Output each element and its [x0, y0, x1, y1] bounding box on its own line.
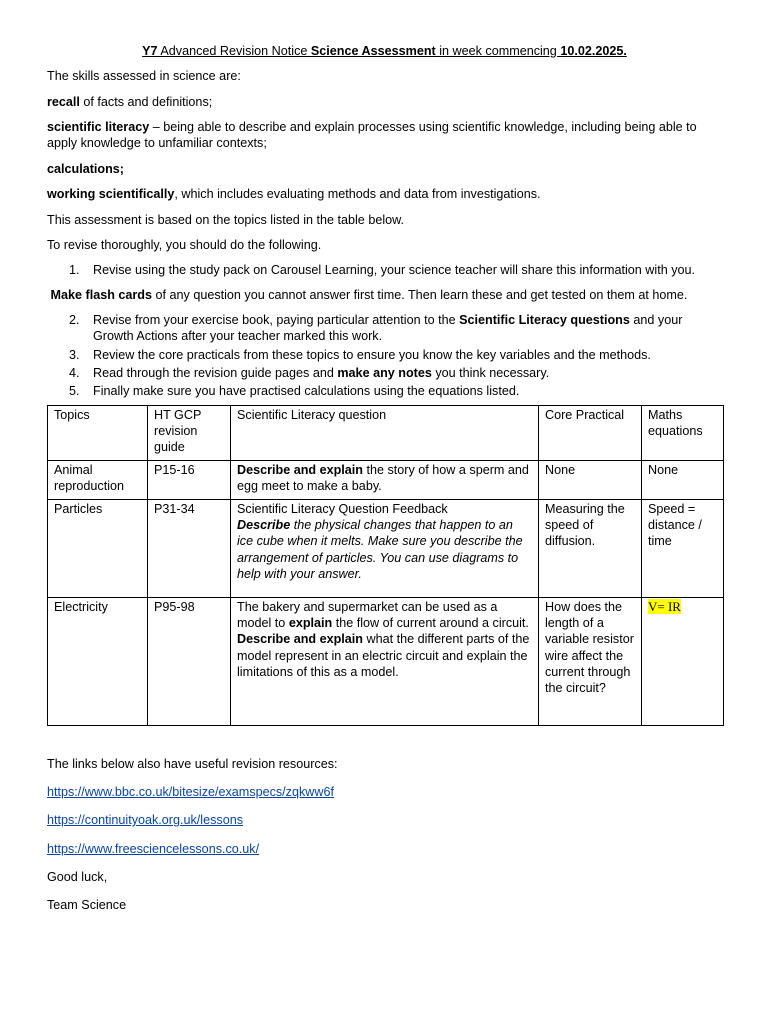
cell-maths: Speed = distance / time: [642, 499, 724, 597]
cell-practical: How does the length of a variable resistor wire affect the current through the circuit?: [539, 597, 642, 725]
revise-intro: To revise thoroughly, you should do the following.: [47, 237, 322, 252]
cell-practical: None: [539, 460, 642, 499]
header-literacy-question: Scientific Literacy question: [231, 405, 539, 460]
list-item: 3. Review the core practicals from these topics to ensure you know the key variables and the methods.: [69, 347, 651, 362]
title-date: 10.02.2025.: [560, 44, 627, 58]
team-signature: Team Science: [47, 898, 127, 913]
cell-pages: P95-98: [148, 597, 231, 725]
header-topics: Topics: [48, 405, 148, 460]
page-title: [47, 43, 722, 59]
cell-topic: Animal reproduction: [48, 460, 148, 499]
title-mid2: in week commencing: [435, 44, 561, 58]
skill-working: working scientifically, which includes evaluating methods and data from investigations.: [47, 187, 541, 202]
based-on-text: This assessment is based on the topics listed in the table below.: [47, 212, 405, 227]
header-core-practical: Core Practical: [539, 405, 642, 460]
title-mid: Advanced Revision Notice: [157, 44, 311, 58]
cell-pages: P31-34: [148, 499, 231, 597]
skill-calculations: calculations;: [47, 161, 124, 176]
link-continuity-oak[interactable]: https://continuityoak.org.uk/lessons: [47, 813, 244, 828]
cell-topic: Particles: [48, 499, 148, 597]
links-section: [47, 756, 722, 914]
links-intro: The links below also have useful revision resources:: [47, 756, 338, 771]
list-item: 1. Revise using the study pack on Carousel Learning, your science teacher will share this information with you.: [69, 263, 696, 278]
document-page: [47, 43, 722, 926]
topics-table: [47, 405, 724, 726]
signoff-text: Good luck,: [47, 869, 108, 884]
cell-pages: P15-16: [148, 460, 231, 499]
list-item: 2. Revise from your exercise book, paying particular attention to the Scientific Literacy questions and your Growth Actions after your teacher marked this work.: [69, 312, 683, 344]
header-revision-guide: HT GCP revision guide: [148, 405, 231, 460]
skill-recall: recall of facts and definitions;: [47, 94, 213, 109]
cell-question: Describe and explain the story of how a sperm and egg meet to make a baby.: [231, 460, 539, 499]
table-row: [48, 460, 724, 499]
title-subject: Science Assessment: [310, 44, 436, 58]
list-item: 5. Finally make sure you have practised calculations using the equations listed.: [69, 384, 520, 399]
list-item: 4. Read through the revision guide pages and make any notes you think necessary.: [69, 366, 550, 381]
flash-cards-note: Make flash cards of any question you cannot answer first time. Then learn these and get tested on them at home.: [50, 287, 688, 302]
table-header-row: [48, 405, 724, 460]
intro-text: The skills assessed in science are:: [47, 69, 241, 84]
revision-steps-continued: [47, 312, 722, 400]
cell-question: The bakery and supermarket can be used as a model to explain the flow of current around a circuit. Describe and explain what the different parts of the model represent in an electric circuit and explain the limitations of this as a model.: [231, 597, 539, 725]
link-free-science-lessons[interactable]: https://www.freesciencelessons.co.uk/: [47, 841, 260, 856]
cell-maths: [642, 597, 724, 725]
cell-maths: None: [642, 460, 724, 499]
table-row: [48, 499, 724, 597]
title-year: Y7: [142, 44, 158, 58]
cell-topic: Electricity: [48, 597, 148, 725]
equation-highlight: V= IR: [648, 598, 681, 614]
cell-question: Scientific Literacy Question Feedback Describe the physical changes that happen to an ice cube when it melts. Make sure you describe the arrangement of particles. You can use diagrams to help with your answer.: [231, 499, 539, 597]
table-row: [48, 597, 724, 725]
link-bbc-bitesize[interactable]: https://www.bbc.co.uk/bitesize/examspecs/zqkww6f: [47, 784, 334, 799]
revision-steps: [47, 262, 722, 278]
cell-practical: Measuring the speed of diffusion.: [539, 499, 642, 597]
skill-literacy: scientific literacy – being able to describe and explain processes using scientific knowledge, including being able to apply knowledge to unfamiliar contexts;: [47, 120, 697, 151]
header-maths-equations: Maths equations: [642, 405, 724, 460]
